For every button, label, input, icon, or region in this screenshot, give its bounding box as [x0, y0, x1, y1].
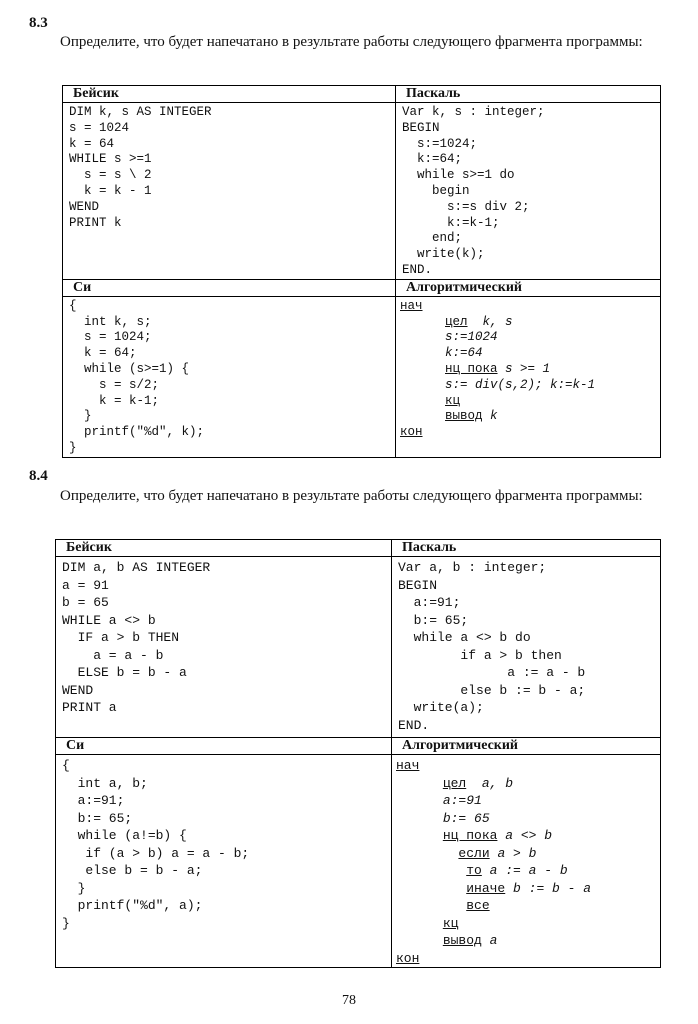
algorithmic-cell — [392, 738, 661, 968]
keyword: вывод — [442, 933, 482, 948]
keyword: нц пока — [445, 361, 498, 376]
c-cell — [56, 738, 392, 968]
keyword: кон — [400, 425, 423, 440]
pascal-code: Var a, b : integer; BEGIN a:=91; b:= 65; while a <> b do if a > b then a := a - b else b := b - a; write(a); END. — [398, 560, 586, 733]
algorithmic-line — [396, 810, 660, 828]
algorithmic-line — [396, 827, 660, 845]
algorithmic-line — [400, 425, 660, 441]
keyword: то — [466, 863, 482, 878]
code-table — [62, 85, 661, 458]
problem-number: 8.4 — [29, 468, 48, 484]
basic-header: Бейсик — [63, 86, 395, 103]
algorithmic-line — [396, 862, 660, 880]
c-code: { int k, s; s = 1024; k = 64; while (s>=1) { s = s/2; k = k-1; } printf("%d", k); } — [69, 298, 205, 455]
page-number: 78 — [342, 993, 356, 1008]
algorithmic-line — [400, 315, 660, 331]
keyword: вывод — [445, 409, 483, 424]
problem-number: 8.3 — [29, 15, 48, 31]
algorithmic-line — [396, 775, 660, 793]
statement: s:= div(s,2); k:=k-1 — [445, 377, 596, 392]
statement: a:=91 — [442, 793, 482, 808]
keyword: цел — [445, 314, 468, 329]
basic-cell — [56, 540, 392, 738]
expression: a > b — [489, 845, 537, 861]
keyword: нач — [400, 298, 423, 313]
algorithmic-line — [396, 845, 660, 863]
problem-question: Определите, что будет напечатано в результате работы следующего фрагмента программы: — [60, 34, 643, 50]
algorithmic-line — [396, 757, 660, 775]
algorithmic-header: Алгоритмический — [392, 738, 660, 755]
keyword: кц — [445, 393, 461, 408]
algorithmic-line — [396, 932, 660, 950]
pascal-header: Паскаль — [396, 86, 660, 103]
expression: b := b - a — [505, 880, 592, 896]
keyword: нач — [396, 758, 420, 773]
algorithmic-line — [400, 346, 660, 362]
algorithmic-header: Алгоритмический — [396, 280, 660, 297]
keyword: кон — [396, 950, 420, 966]
problem-question: Определите, что будет напечатано в результате работы следующего фрагмента программы: — [60, 488, 643, 504]
algorithmic-line — [396, 880, 660, 898]
pascal-cell — [392, 540, 661, 738]
algorithmic-line — [396, 897, 660, 915]
basic-code: DIM a, b AS INTEGER a = 91 b = 65 WHILE a <> b IF a > b THEN a = a - b ELSE b = b - a WEND PRINT a — [62, 560, 211, 715]
c-code: { int a, b; a:=91; b:= 65; while (a!=b) { if (a > b) a = a - b; else b = b - a; } printf("%d", a); } — [62, 758, 250, 931]
algorithmic-code — [396, 297, 660, 441]
algorithmic-line — [396, 950, 660, 968]
expression: k — [482, 409, 498, 424]
expression: s >= 1 — [497, 361, 551, 376]
code-table — [55, 539, 661, 968]
c-header: Си — [56, 738, 391, 755]
algorithmic-cell — [396, 279, 661, 457]
expression: k, s — [467, 314, 513, 329]
expression: a := a - b — [481, 863, 568, 878]
statement: s:=1024 — [445, 330, 498, 345]
keyword: иначе — [466, 880, 506, 896]
expression: a, b — [466, 775, 514, 791]
pascal-header: Паскаль — [392, 540, 660, 557]
keyword: цел — [442, 775, 467, 791]
expression: a <> b — [497, 828, 553, 843]
pascal-cell — [396, 86, 661, 280]
keyword: если — [458, 845, 490, 861]
c-header: Си — [63, 280, 395, 297]
keyword: кц — [442, 915, 459, 931]
keyword: нц пока — [442, 828, 498, 843]
basic-cell — [63, 86, 396, 280]
keyword: все — [466, 898, 490, 913]
algorithmic-line — [400, 409, 660, 425]
algorithmic-line — [400, 362, 660, 378]
algorithmic-line — [396, 915, 660, 933]
algorithmic-line — [400, 394, 660, 410]
expression: a — [481, 933, 498, 948]
c-cell — [63, 279, 396, 457]
algorithmic-code — [392, 755, 660, 967]
algorithmic-line — [396, 792, 660, 810]
statement: b:= 65 — [442, 810, 490, 826]
algorithmic-line — [400, 299, 660, 315]
pascal-code: Var k, s : integer; BEGIN s:=1024; k:=64; while s>=1 do begin s:=s div 2; k:=k-1; end; write(k); END. — [402, 105, 545, 277]
basic-header: Бейсик — [56, 540, 391, 557]
algorithmic-line — [400, 330, 660, 346]
statement: k:=64 — [445, 346, 483, 361]
basic-code: DIM k, s AS INTEGER s = 1024 k = 64 WHILE s >=1 s = s \ 2 k = k - 1 WEND PRINT k — [69, 105, 212, 230]
algorithmic-line — [400, 378, 660, 394]
